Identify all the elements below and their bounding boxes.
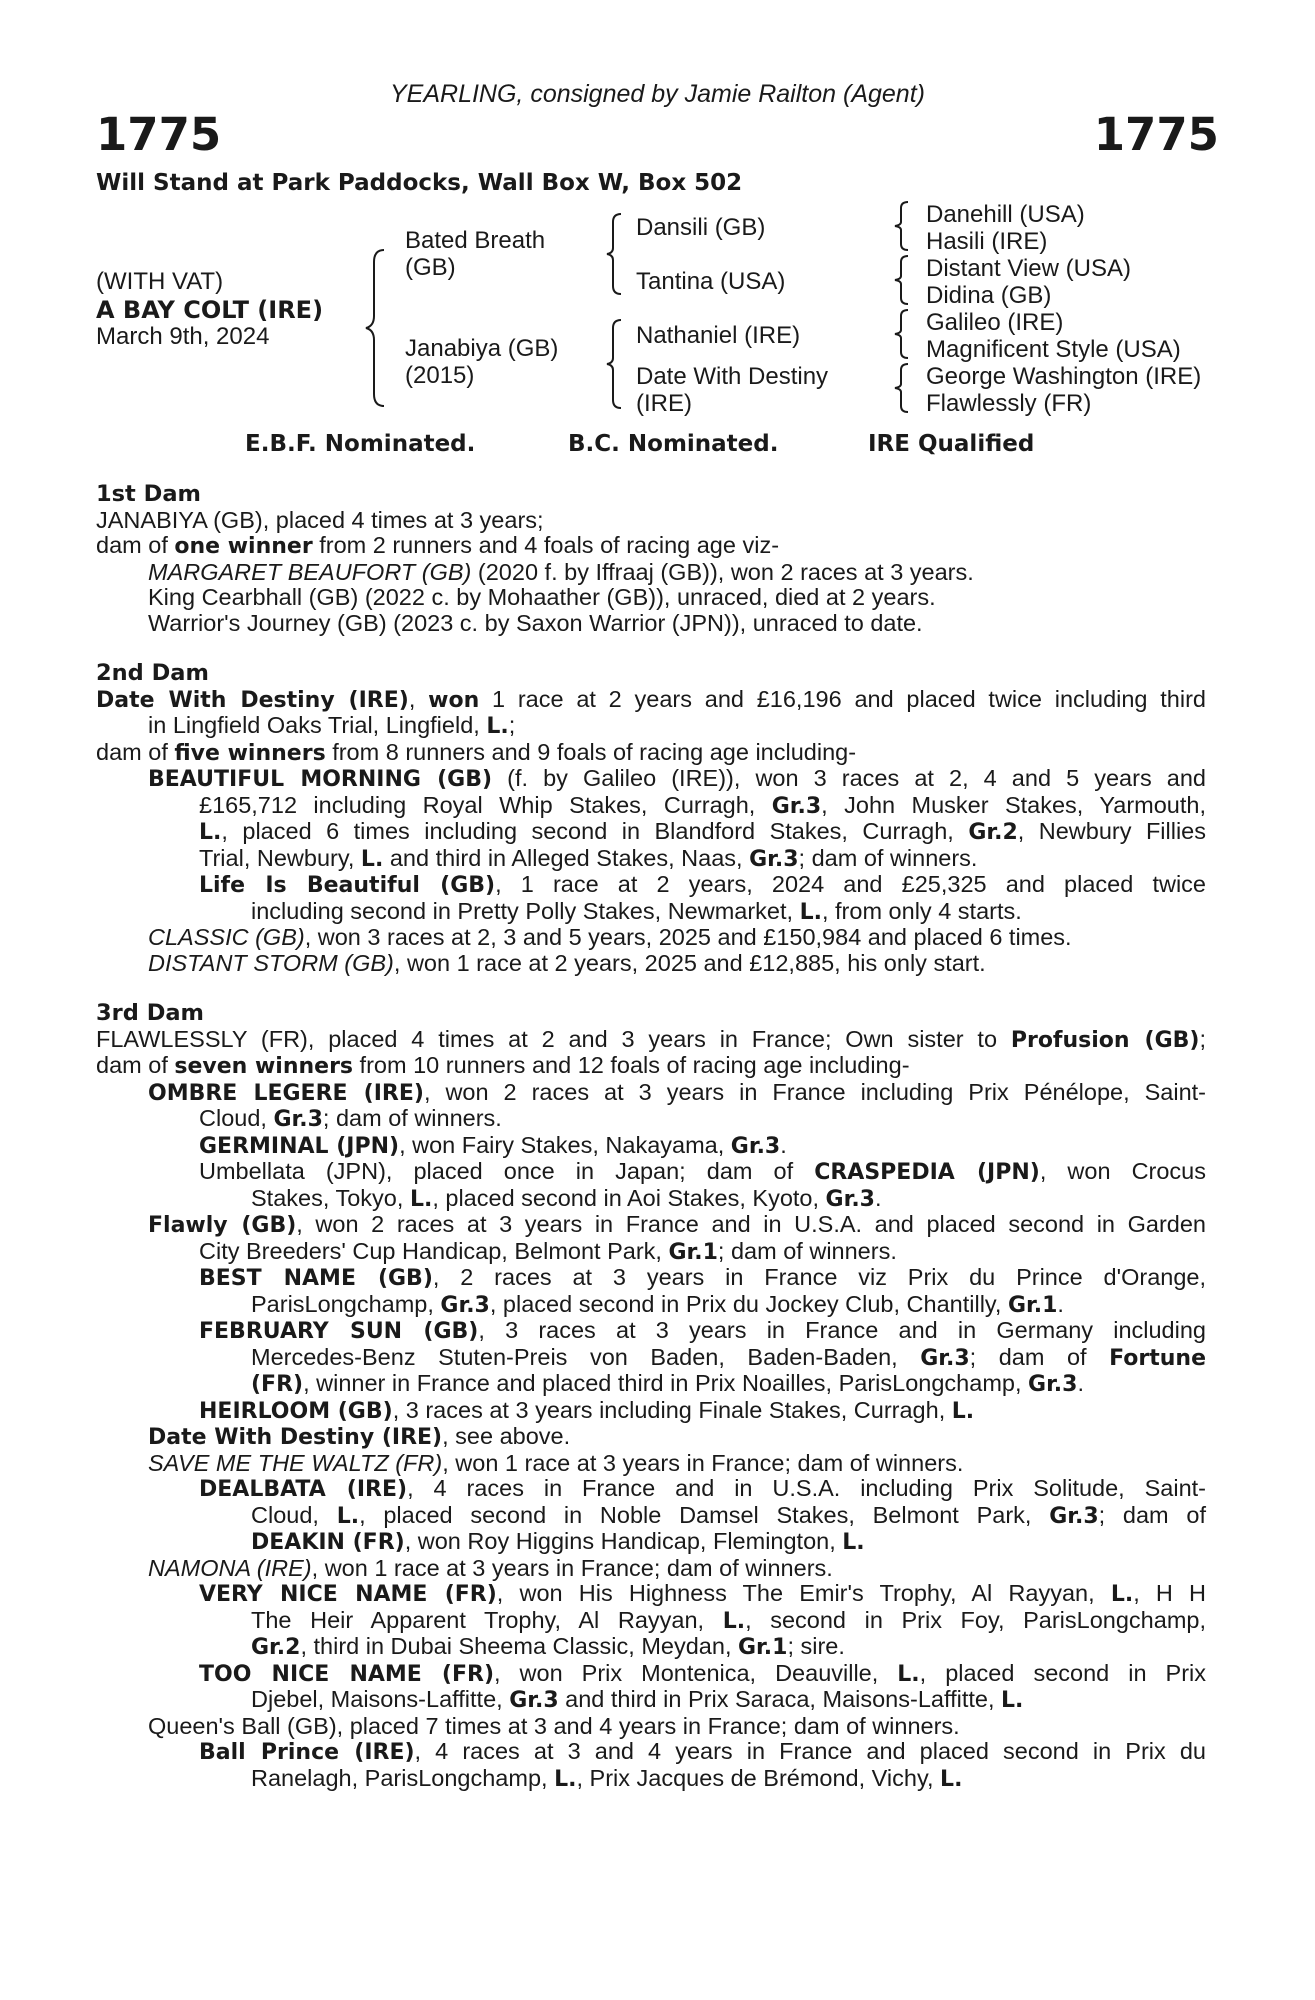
third-dam-produce: GERMINAL (JPN), won Fairy Stakes, Nakayama, Gr.3. bbox=[199, 1131, 787, 1159]
third-dam-produce: SAVE ME THE WALTZ (FR), won 1 race at 3 years in France; dam of winners. bbox=[148, 1449, 964, 1476]
pedigree-brace-g4 bbox=[892, 362, 914, 414]
pedigree-gg-8: Flawlessly (FR) bbox=[926, 390, 1092, 417]
stand-location: Will Stand at Park Paddocks, Wall Box W, Box 502 bbox=[96, 170, 743, 196]
first-dam-produce: MARGARET BEAUFORT (GB) (2020 f. by Iffraaj (GB)), won 2 races at 3 years. bbox=[148, 558, 974, 585]
third-dam-produce: Flawly (GB), won 2 races at 3 years in France and in U.S.A. and placed second in Garden bbox=[148, 1211, 1206, 1238]
pedigree-brace-g1 bbox=[892, 200, 914, 252]
first-dam-line: dam of one winner from 2 runners and 4 foals of racing age viz- bbox=[96, 532, 780, 559]
third-dam-produce: HEIRLOOM (GB), 3 races at 3 years including Finale Stakes, Curragh, L. bbox=[199, 1396, 975, 1424]
pedigree-brace-g3 bbox=[892, 308, 914, 360]
first-dam-line: JANABIYA (GB), placed 4 times at 3 years; bbox=[96, 506, 544, 533]
third-dam-produce: City Breeders' Cup Handicap, Belmont Park, Gr.1; dam of winners. bbox=[199, 1237, 897, 1265]
third-dam-produce: Date With Destiny (IRE), see above. bbox=[148, 1423, 571, 1450]
third-dam-produce: Mercedes-Benz Stuten-Preis von Baden, Baden-Baden, Gr.3; dam of Fortune bbox=[251, 1343, 1206, 1371]
ire-qualified: IRE Qualified bbox=[868, 431, 1035, 457]
pedigree-dam-sire: Nathaniel (IRE) bbox=[636, 322, 801, 349]
pedigree-gg-5: Galileo (IRE) bbox=[926, 309, 1064, 336]
pedigree-gg-4: Didina (GB) bbox=[926, 282, 1052, 309]
second-dam-produce: CLASSIC (GB), won 3 races at 2, 3 and 5 years, 2025 and £150,984 and placed 6 times. bbox=[148, 924, 1072, 950]
second-dam-line: dam of five winners from 8 runners and 9 foals of racing age including- bbox=[96, 738, 857, 766]
pedigree-gg-1: Danehill (USA) bbox=[926, 201, 1085, 228]
third-dam-produce: DEALBATA (IRE), 4 races in France and in U.S.A. including Prix Solitude, Saint- bbox=[199, 1475, 1207, 1502]
third-dam-produce: BEST NAME (GB), 2 races at 3 years in France viz Prix du Prince d'Orange, bbox=[199, 1264, 1206, 1291]
first-dam-section bbox=[96, 482, 1206, 1792]
lot-number-right: 1775 bbox=[1093, 108, 1219, 161]
third-dam-produce: Cloud, L., placed second in Noble Damsel Stakes, Belmont Park, Gr.3; dam of bbox=[251, 1501, 1206, 1529]
third-dam-produce: FEBRUARY SUN (GB), 3 races at 3 years in France and in Germany including bbox=[199, 1317, 1206, 1344]
second-dam-produce: BEAUTIFUL MORNING (GB) (f. by Galileo (IRE)), won 3 races at 2, 4 and 5 years and bbox=[148, 765, 1206, 792]
third-dam-line: FLAWLESSLY (FR), placed 4 times at 2 and 3 years in France; Own sister to Profusion (GB); bbox=[96, 1025, 1206, 1053]
bc-nominated: B.C. Nominated. bbox=[568, 431, 779, 457]
third-dam-line: dam of seven winners from 10 runners and 12 foals of racing age including- bbox=[96, 1052, 910, 1079]
first-dam-produce: Warrior's Journey (GB) (2023 c. by Saxon Warrior (JPN)), unraced to date. bbox=[148, 609, 923, 636]
third-dam-produce: DEAKIN (FR), won Roy Higgins Handicap, Flemington, L. bbox=[251, 1528, 865, 1555]
second-dam-produce: Life Is Beautiful (GB), 1 race at 2 years, 2024 and £25,325 and placed twice bbox=[199, 871, 1206, 898]
pedigree-brace-dam bbox=[603, 318, 627, 410]
third-dam-produce: Ranelagh, ParisLongchamp, L., Prix Jacques de Brémond, Vichy, L. bbox=[251, 1764, 963, 1792]
third-dam-produce: VERY NICE NAME (FR), won His Highness The Emir's Trophy, Al Rayyan, L., H H bbox=[199, 1580, 1206, 1607]
third-dam-produce: Gr.2, third in Dubai Sheema Classic, Meydan, Gr.1; sire. bbox=[251, 1633, 845, 1660]
third-dam-produce: The Heir Apparent Trophy, Al Rayyan, L., second in Prix Foy, ParisLongchamp, bbox=[251, 1606, 1206, 1634]
first-dam-heading: 1st Dam bbox=[96, 481, 201, 507]
pedigree-brace-sire bbox=[603, 212, 627, 296]
second-dam-line: Date With Destiny (IRE), won 1 race at 2 years and £16,196 and placed twice including third bbox=[96, 685, 1206, 713]
third-dam-produce: (FR), winner in France and placed third in Prix Noailles, ParisLongchamp, Gr.3. bbox=[251, 1370, 1084, 1397]
horse-dob: March 9th, 2024 bbox=[96, 323, 270, 350]
pedigree-sire-sire: Dansili (GB) bbox=[636, 214, 766, 241]
second-dam-produce: Trial, Newbury, L. and third in Alleged Stakes, Naas, Gr.3; dam of winners. bbox=[199, 844, 978, 872]
pedigree-dam: Janabiya (GB) (2015) bbox=[405, 335, 559, 389]
third-dam-produce: Umbellata (JPN), placed once in Japan; dam of CRASPEDIA (JPN), won Crocus bbox=[199, 1158, 1206, 1185]
vat-note: (WITH VAT) bbox=[96, 268, 224, 295]
lot-number-left: 1775 bbox=[96, 108, 222, 161]
pedigree-brace-main bbox=[362, 248, 392, 408]
third-dam-produce: Ball Prince (IRE), 4 races at 3 and 4 years in France and placed second in Prix du bbox=[199, 1738, 1206, 1765]
consignment-subtitle: YEARLING, consigned by Jamie Railton (Agent) bbox=[390, 80, 925, 108]
ebf-nominated: E.B.F. Nominated. bbox=[245, 431, 476, 457]
pedigree-gg-7: George Washington (IRE) bbox=[926, 363, 1202, 390]
second-dam-produce: DISTANT STORM (GB), won 1 race at 2 years, 2025 and £12,885, his only start. bbox=[148, 949, 986, 976]
third-dam-heading: 3rd Dam bbox=[96, 1000, 204, 1026]
pedigree-gg-3: Distant View (USA) bbox=[926, 255, 1131, 282]
second-dam-produce: including second in Pretty Polly Stakes, Newmarket, L., from only 4 starts. bbox=[251, 897, 1022, 925]
second-dam-produce: L., placed 6 times including second in Blandford Stakes, Curragh, Gr.2, Newbury Fillies bbox=[199, 818, 1207, 845]
second-dam-heading: 2nd Dam bbox=[96, 660, 209, 686]
second-dam-line: in Lingfield Oaks Trial, Lingfield, L.; bbox=[148, 712, 516, 739]
pedigree-gg-6: Magnificent Style (USA) bbox=[926, 336, 1181, 363]
third-dam-produce: Queen's Ball (GB), placed 7 times at 3 and 4 years in France; dam of winners. bbox=[148, 1712, 960, 1739]
third-dam-produce: ParisLongchamp, Gr.3, placed second in Prix du Jockey Club, Chantilly, Gr.1. bbox=[251, 1290, 1064, 1318]
pedigree-dam-dam: Date With Destiny (IRE) bbox=[636, 363, 829, 417]
pedigree-gg-2: Hasili (IRE) bbox=[926, 228, 1048, 255]
third-dam-produce: TOO NICE NAME (FR), won Prix Montenica, Deauville, L., placed second in Prix bbox=[199, 1659, 1206, 1687]
third-dam-produce: Stakes, Tokyo, L., placed second in Aoi Stakes, Kyoto, Gr.3. bbox=[251, 1184, 882, 1212]
first-dam-produce: King Cearbhall (GB) (2022 c. by Mohaather (GB)), unraced, died at 2 years. bbox=[148, 584, 936, 610]
third-dam-produce: NAMONA (IRE), won 1 race at 3 years in France; dam of winners. bbox=[148, 1554, 833, 1581]
pedigree-sire-dam: Tantina (USA) bbox=[636, 268, 786, 295]
pedigree-brace-g2 bbox=[892, 254, 914, 306]
third-dam-produce: Cloud, Gr.3; dam of winners. bbox=[199, 1105, 502, 1132]
third-dam-produce: Djebel, Maisons-Laffitte, Gr.3 and third in Prix Saraca, Maisons-Laffitte, L. bbox=[251, 1686, 1024, 1713]
pedigree-sire: Bated Breath (GB) bbox=[405, 227, 546, 281]
second-dam-produce: £165,712 including Royal Whip Stakes, Curragh, Gr.3, John Musker Stakes, Yarmouth, bbox=[199, 791, 1207, 819]
horse-name: A BAY COLT (IRE) bbox=[96, 296, 324, 324]
third-dam-produce: OMBRE LEGERE (IRE), won 2 races at 3 years in France including Prix Pénélope, Saint- bbox=[148, 1078, 1206, 1106]
